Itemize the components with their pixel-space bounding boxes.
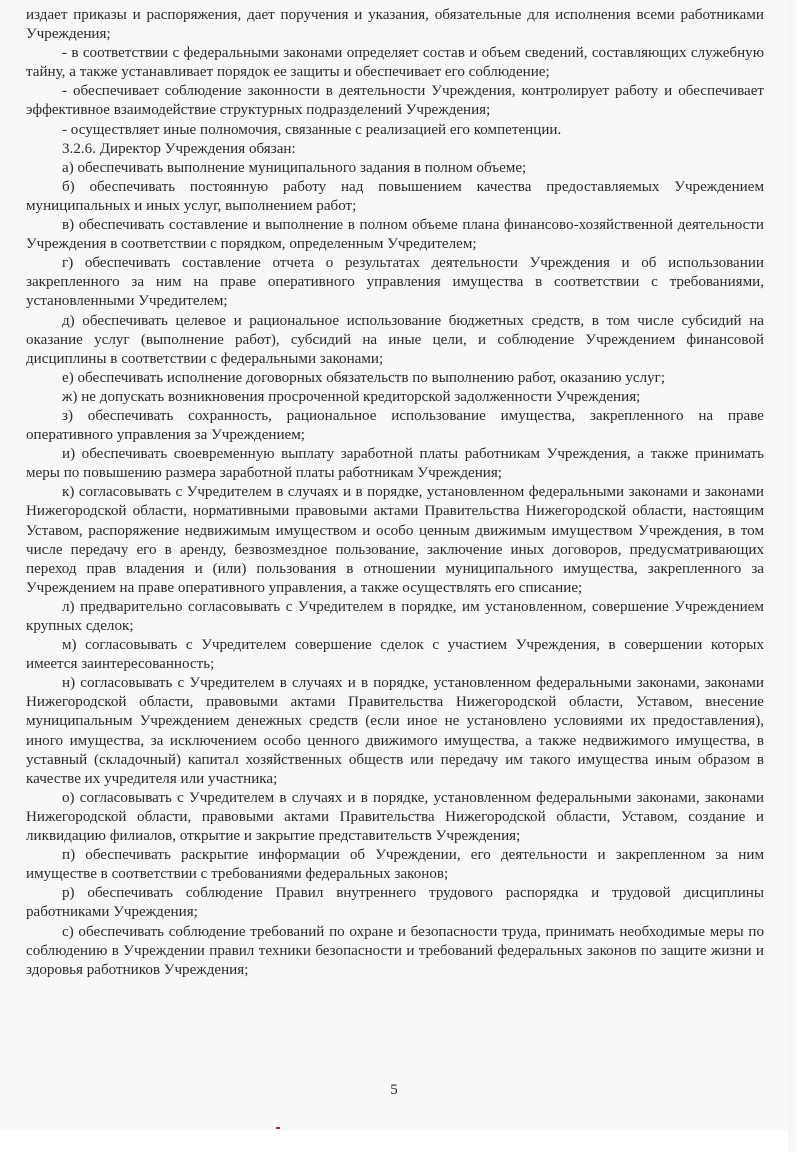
scan-edge [788,0,800,1152]
document-body [26,6,764,980]
paragraph: а) обеспечивать выполнение муниципального задания в полном объеме; [62,159,527,176]
paragraph: р) обеспечивать соблюдение Правил внутреннего трудового распорядка и трудовой дисциплины работниками Учреждения; [26,885,764,921]
paragraph: д) обеспечивать целевое и рациональное использование бюджетных средств, в том числе субсидий на оказание услуг (выполнение работ), субсидий на иные цели, и соблюдение Учреждением финансовой дисциплины в соответствии с федеральными законами; [26,312,764,367]
paragraph: н) согласовывать с Учредителем в случаях и в порядке, установленном федеральными законами, законами Нижегородской области, правовыми актами Правительства Нижегородской области, Уставом, внесение муниципальным Учреждением денежных средств (если иное не установлено условиями их предоставления), иного имущества, за исключением особо ценного движимого имущества, а также недвижимого имущества, в уставный (складочный) капитал хозяйственных обществ или передачу им такого имущества иным образом в качестве их учредителя или участника; [26,675,764,787]
paragraph: г) обеспечивать составление отчета о результатах деятельности Учреждения и об использовании закрепленного за ним на праве оперативного управления имущества в соответствии с требованиями, установленными Учредителем; [26,255,764,310]
paragraph: 3.2.6. Директор Учреждения обязан: [62,140,296,157]
paragraph: е) обеспечивать исполнение договорных обязательств по выполнению работ, оказанию услуг; [62,369,666,386]
paragraph: в) обеспечивать составление и выполнение в полном объеме плана финансово-хозяйственной деятельности Учреждения в соответствии с порядком, определенным Учредителем; [26,217,764,253]
page-number: 5 [390,1082,398,1098]
paragraph: о) согласовывать с Учредителем в случаях и в порядке, установленном федеральными законами, законами Нижегородской области, правовыми актами Правительства Нижегородской области, Уставом, создание и ликвидацию филиалов, открытие и закрытие представительств Учреждения; [26,789,764,845]
paragraph: и) обеспечивать своевременную выплату заработной платы работникам Учреждения, а также принимать меры по повышению размера заработной платы работникам Учреждения; [26,446,764,482]
paragraph: п) обеспечивать раскрытие информации об Учреждении, его деятельности и закрепленном за ним имуществе в соответствии с требованиями федеральных законов; [26,847,764,883]
paragraph: л) предварительно согласовывать с Учредителем в порядке, им установленном, совершение Учреждением крупных сделок; [26,598,764,634]
paragraph: к) согласовывать с Учредителем в случаях и в порядке, установленном федеральными законами и законами Нижегородской области, нормативными правовыми актами Правительства Нижегородской области, настоящим Уставом, распоряжение недвижимым имуществом и особо ценным движимым имуществом Учреждения, в том числе передачу его в аренду, безвозмездное пользование, заключение иных договоров, предусматривающих переход прав владения и (или) пользования в отношении муниципального имущества, закрепленного за Учреждением на праве оперативного управления, а также осуществлять его списание; [26,484,764,596]
paragraph: - обеспечивает соблюдение законности в деятельности Учреждения, контролирует работу и обеспечивает эффективное взаимодействие структурных подразделений Учреждения; [26,83,764,119]
paragraph: издает приказы и распоряжения, дает поручения и указания, обязательные для исполнения всеми работниками Учреждения; [26,7,764,43]
paragraph: б) обеспечивать постоянную работу над повышением качества предоставляемых Учреждением муниципальных и иных услуг, выполнением работ; [26,178,764,214]
paragraph: ж) не допускать возникновения просроченной кредиторской задолженности Учреждения; [62,388,641,405]
paragraph: м) согласовывать с Учредителем совершение сделок с участием Учреждения, в совершении которых имеется заинтересованность; [26,637,764,673]
paragraph: з) обеспечивать сохранность, рациональное использование имущества, закрепленного на праве оперативного управления за Учреждением; [26,407,764,444]
paragraph: с) обеспечивать соблюдение требований по охране и безопасности труда, принимать необходимые меры по соблюдению в Учреждении правил техники безопасности и требований федеральных законов по защите жизни и здоровья работников Учреждения; [26,923,764,978]
scan-mark [276,1127,280,1129]
paragraph: - в соответствии с федеральными законами определяет состав и объем сведений, составляющих служебную тайну, а также устанавливает порядок ее защиты и обеспечивает его соблюдение; [26,45,764,81]
paragraph: - осуществляет иные полномочия, связанные с реализацией его компетенции. [62,121,562,138]
